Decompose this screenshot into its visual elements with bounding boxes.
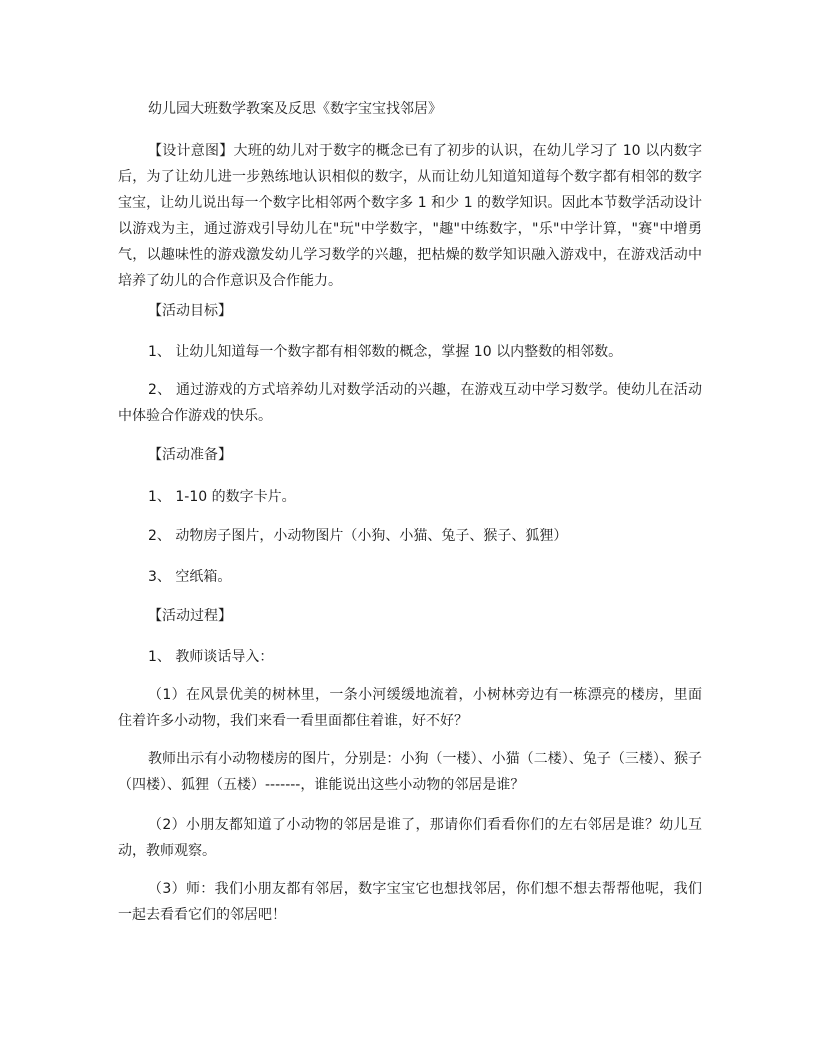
process-step-2: （2）小朋友都知道了小动物的邻居是谁了，那请你们看看你们的左右邻居是谁？幼儿互动，教师观察。 [118,817,702,859]
preparation-item-1: 1、 1-10 的数字卡片。 [148,489,296,505]
process-step-1: （1）在风景优美的树林里，一条小河缓缓地流着，小树林旁边有一栋漂亮的楼房，里面住着许多小动物，我们来看一看里面都住着谁，好不好？ [118,687,702,729]
document-title: 幼儿园大班数学教案及反思《数字宝宝找邻居》 [148,101,442,117]
process-item-1: 1、 教师谈话导入： [148,649,274,665]
goal-item-1: 1、 让幼儿知道每一个数字都有相邻数的概念，掌握 10 以内整数的相邻数。 [148,344,623,360]
goal-item-2: 2、 通过游戏的方式培养幼儿对数学活动的兴趣，在游戏互动中学习数学。使幼儿在活动中体验合作游戏的快乐。 [118,382,702,424]
preparation-item-3: 3、 空纸箱。 [148,569,232,585]
goals-heading: 【活动目标】 [148,303,232,319]
preparation-heading: 【活动准备】 [148,447,232,463]
preparation-item-2: 2、 动物房子图片，小动物图片（小狗、小猫、兔子、猴子、狐狸） [148,528,568,544]
design-intent-paragraph: 【设计意图】大班的幼儿对于数字的概念已有了初步的认识，在幼儿学习了 10 以内数字后，为了让幼儿进一步熟练地认识相似的数字，从而让幼儿知道知道每个数字都有相邻的数字宝宝，让幼儿说出每一个数字比相邻两个数字多 1 和少 1 的数学知识。因此本节数学活动设计以游戏为主，通过游戏引导幼儿在"玩"中学数字，"趣"中练数字，"乐"中学计算，"赛"中增勇气，以趣味性的游戏激发幼儿学习数学的兴趣，把枯燥的数学知识融入游戏中，在游戏活动中培养了幼儿的合作意识及合作能力。 [118,143,702,289]
process-show-pictures: 教师出示有小动物楼房的图片，分别是：小狗（一楼）、小猫（二楼）、兔子（三楼）、猴子（四楼）、狐狸（五楼）-------，谁能说出这些小动物的邻居是谁？ [118,751,702,793]
process-heading: 【活动过程】 [148,608,232,624]
process-step-3: （3）师：我们小朋友都有邻居，数字宝宝它也想找邻居，你们想不想去帮帮他呢，我们一起去看看它们的邻居吧！ [118,881,702,923]
